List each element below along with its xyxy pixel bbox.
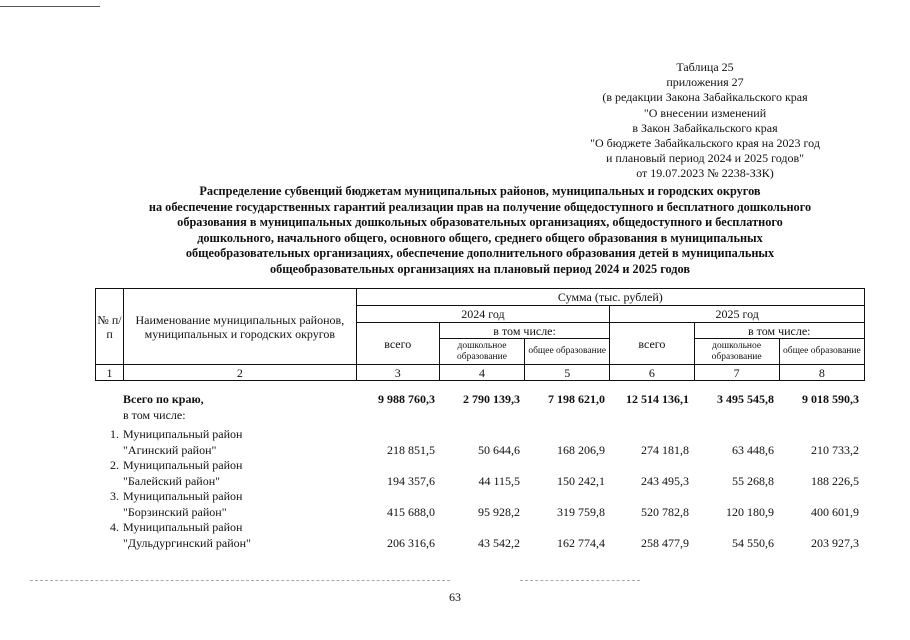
header-year-2024: 2024 год [356,306,610,323]
cell-value: 243 495,3 [641,473,689,488]
row-name-line1: Муниципальный район [123,427,243,441]
row-name-line2: "Агинский район" [123,442,217,457]
cell-value: 194 357,6 [387,473,435,488]
appendix-line: Таблица 25 [676,60,734,74]
row-name-line1: Муниципальный район [123,458,243,472]
cell-value: 44 115,5 [478,473,520,488]
header-total-2024: всего [356,323,439,365]
title-line: Распределение субвенций бюджетам муниципальных районов, муниципальных и городских округов [199,184,761,198]
cell-value: 203 927,3 [811,535,859,550]
cell-value: 274 181,8 [641,442,689,457]
header-preschool-2024: дошкольное образование [439,339,524,365]
table-row [95,520,865,536]
scan-artifact-line [30,580,450,581]
header-year-2025: 2025 год [610,306,865,323]
cell-value: 43 542,2 [478,535,520,550]
row-number: 2. [110,458,119,472]
cell-value: 120 180,9 [726,504,774,519]
title-line: общеобразовательных организациях, обеспечение дополнительного образования детей в муниципальных [185,246,775,261]
appendix-line: и плановый период 2024 и 2025 годов" [605,151,805,166]
cell-value: 63 448,6 [732,442,774,457]
table-row [95,474,865,490]
row-name-line1: Муниципальный район [123,489,243,503]
cell-value: 206 316,6 [387,535,435,550]
header-num: № п/п [96,289,124,365]
title-line: на обеспечение государственных гарантий реализации прав на получение общедоступного и бесплатного дошкольного [148,199,812,214]
cell-value: 415 688,0 [387,504,435,519]
col-number: 1 [96,365,124,381]
total-label: Всего по краю, [123,392,204,406]
col-number: 3 [356,365,439,381]
appendix-line: "О бюджете Забайкальского края на 2023 год [590,136,820,151]
row-number: 1. [110,427,119,441]
page-number: 63 [449,590,461,604]
appendix-line: (в редакции Закона Забайкальского края [602,90,808,105]
title-line: дошкольного, начального общего, основного общего, среднего общего образования в муниципальных [197,230,763,245]
appendix-line: в Закон Забайкальского края [632,120,778,135]
col-number: 6 [610,365,694,381]
row-name-line2: "Дульдургинский район" [123,535,251,550]
total-sublabel: в том числе: [123,407,186,422]
cell-value: 9 988 760,3 [378,392,435,406]
cell-value: 9 018 590,3 [802,392,859,406]
col-number: 2 [124,365,357,381]
table-row [95,505,865,521]
table-row [95,489,865,505]
title-line: общеобразовательных организациях на плановый период 2024 и 2025 годов [269,261,691,276]
row-number: 4. [110,520,119,534]
appendix-line: "О внесении изменений [643,105,767,120]
table-row-sublabel [95,408,865,424]
corner-rule [0,6,100,7]
appendix-line: приложения 27 [666,75,744,90]
table-row [95,458,865,474]
cell-value: 50 644,6 [478,442,520,457]
header-including-2025: в том числе: [694,323,864,339]
header-preschool-2025: дошкольное образование [694,339,779,365]
cell-value: 150 242,1 [557,473,605,488]
header-including-2024: в том числе: [439,323,609,339]
cell-value: 12 514 136,1 [626,392,689,406]
header-total-2025: всего [610,323,694,365]
cell-value: 218 851,5 [387,442,435,457]
table-row [95,443,865,459]
col-number: 8 [779,365,864,381]
table-header [95,288,865,381]
header-name: Наименование муниципальных районов, муниципальных и городских округов [124,289,357,365]
cell-value: 2 790 139,3 [463,392,520,406]
row-name-line1: Муниципальный район [123,520,243,534]
cell-value: 7 198 621,0 [548,392,605,406]
table-body [95,392,865,551]
table-row [95,536,865,552]
cell-value: 400 601,9 [811,504,859,519]
table-row [95,427,865,443]
col-number: 4 [439,365,524,381]
cell-value: 55 268,8 [732,473,774,488]
col-number: 5 [525,365,610,381]
header-general-2024: общее образование [525,339,610,365]
row-name-line2: "Борзинский район" [123,504,227,519]
cell-value: 54 550,6 [732,535,774,550]
cell-value: 210 733,2 [811,442,859,457]
appendix-line: от 19.07.2023 № 2238-ЗЗК) [636,166,774,181]
cell-value: 188 226,5 [811,473,859,488]
document-title [95,184,865,278]
table-row-total [95,392,865,408]
cell-value: 520 782,8 [641,504,689,519]
cell-value: 168 206,9 [557,442,605,457]
cell-value: 95 928,2 [478,504,520,519]
header-general-2025: общее образование [779,339,864,365]
cell-value: 162 774,4 [557,535,605,550]
row-name-line2: "Балейский район" [123,473,221,488]
cell-value: 258 477,9 [641,535,689,550]
appendix-note [540,60,870,182]
col-number: 7 [694,365,779,381]
scan-artifact-line [520,580,640,581]
cell-value: 3 495 545,8 [717,392,774,406]
cell-value: 319 759,8 [557,504,605,519]
row-number: 3. [110,489,119,503]
title-line: образования в муниципальных дошкольных образовательных организациях, общедоступного и бесплатного [177,215,783,230]
header-sum: Сумма (тыс. рублей) [356,289,864,306]
